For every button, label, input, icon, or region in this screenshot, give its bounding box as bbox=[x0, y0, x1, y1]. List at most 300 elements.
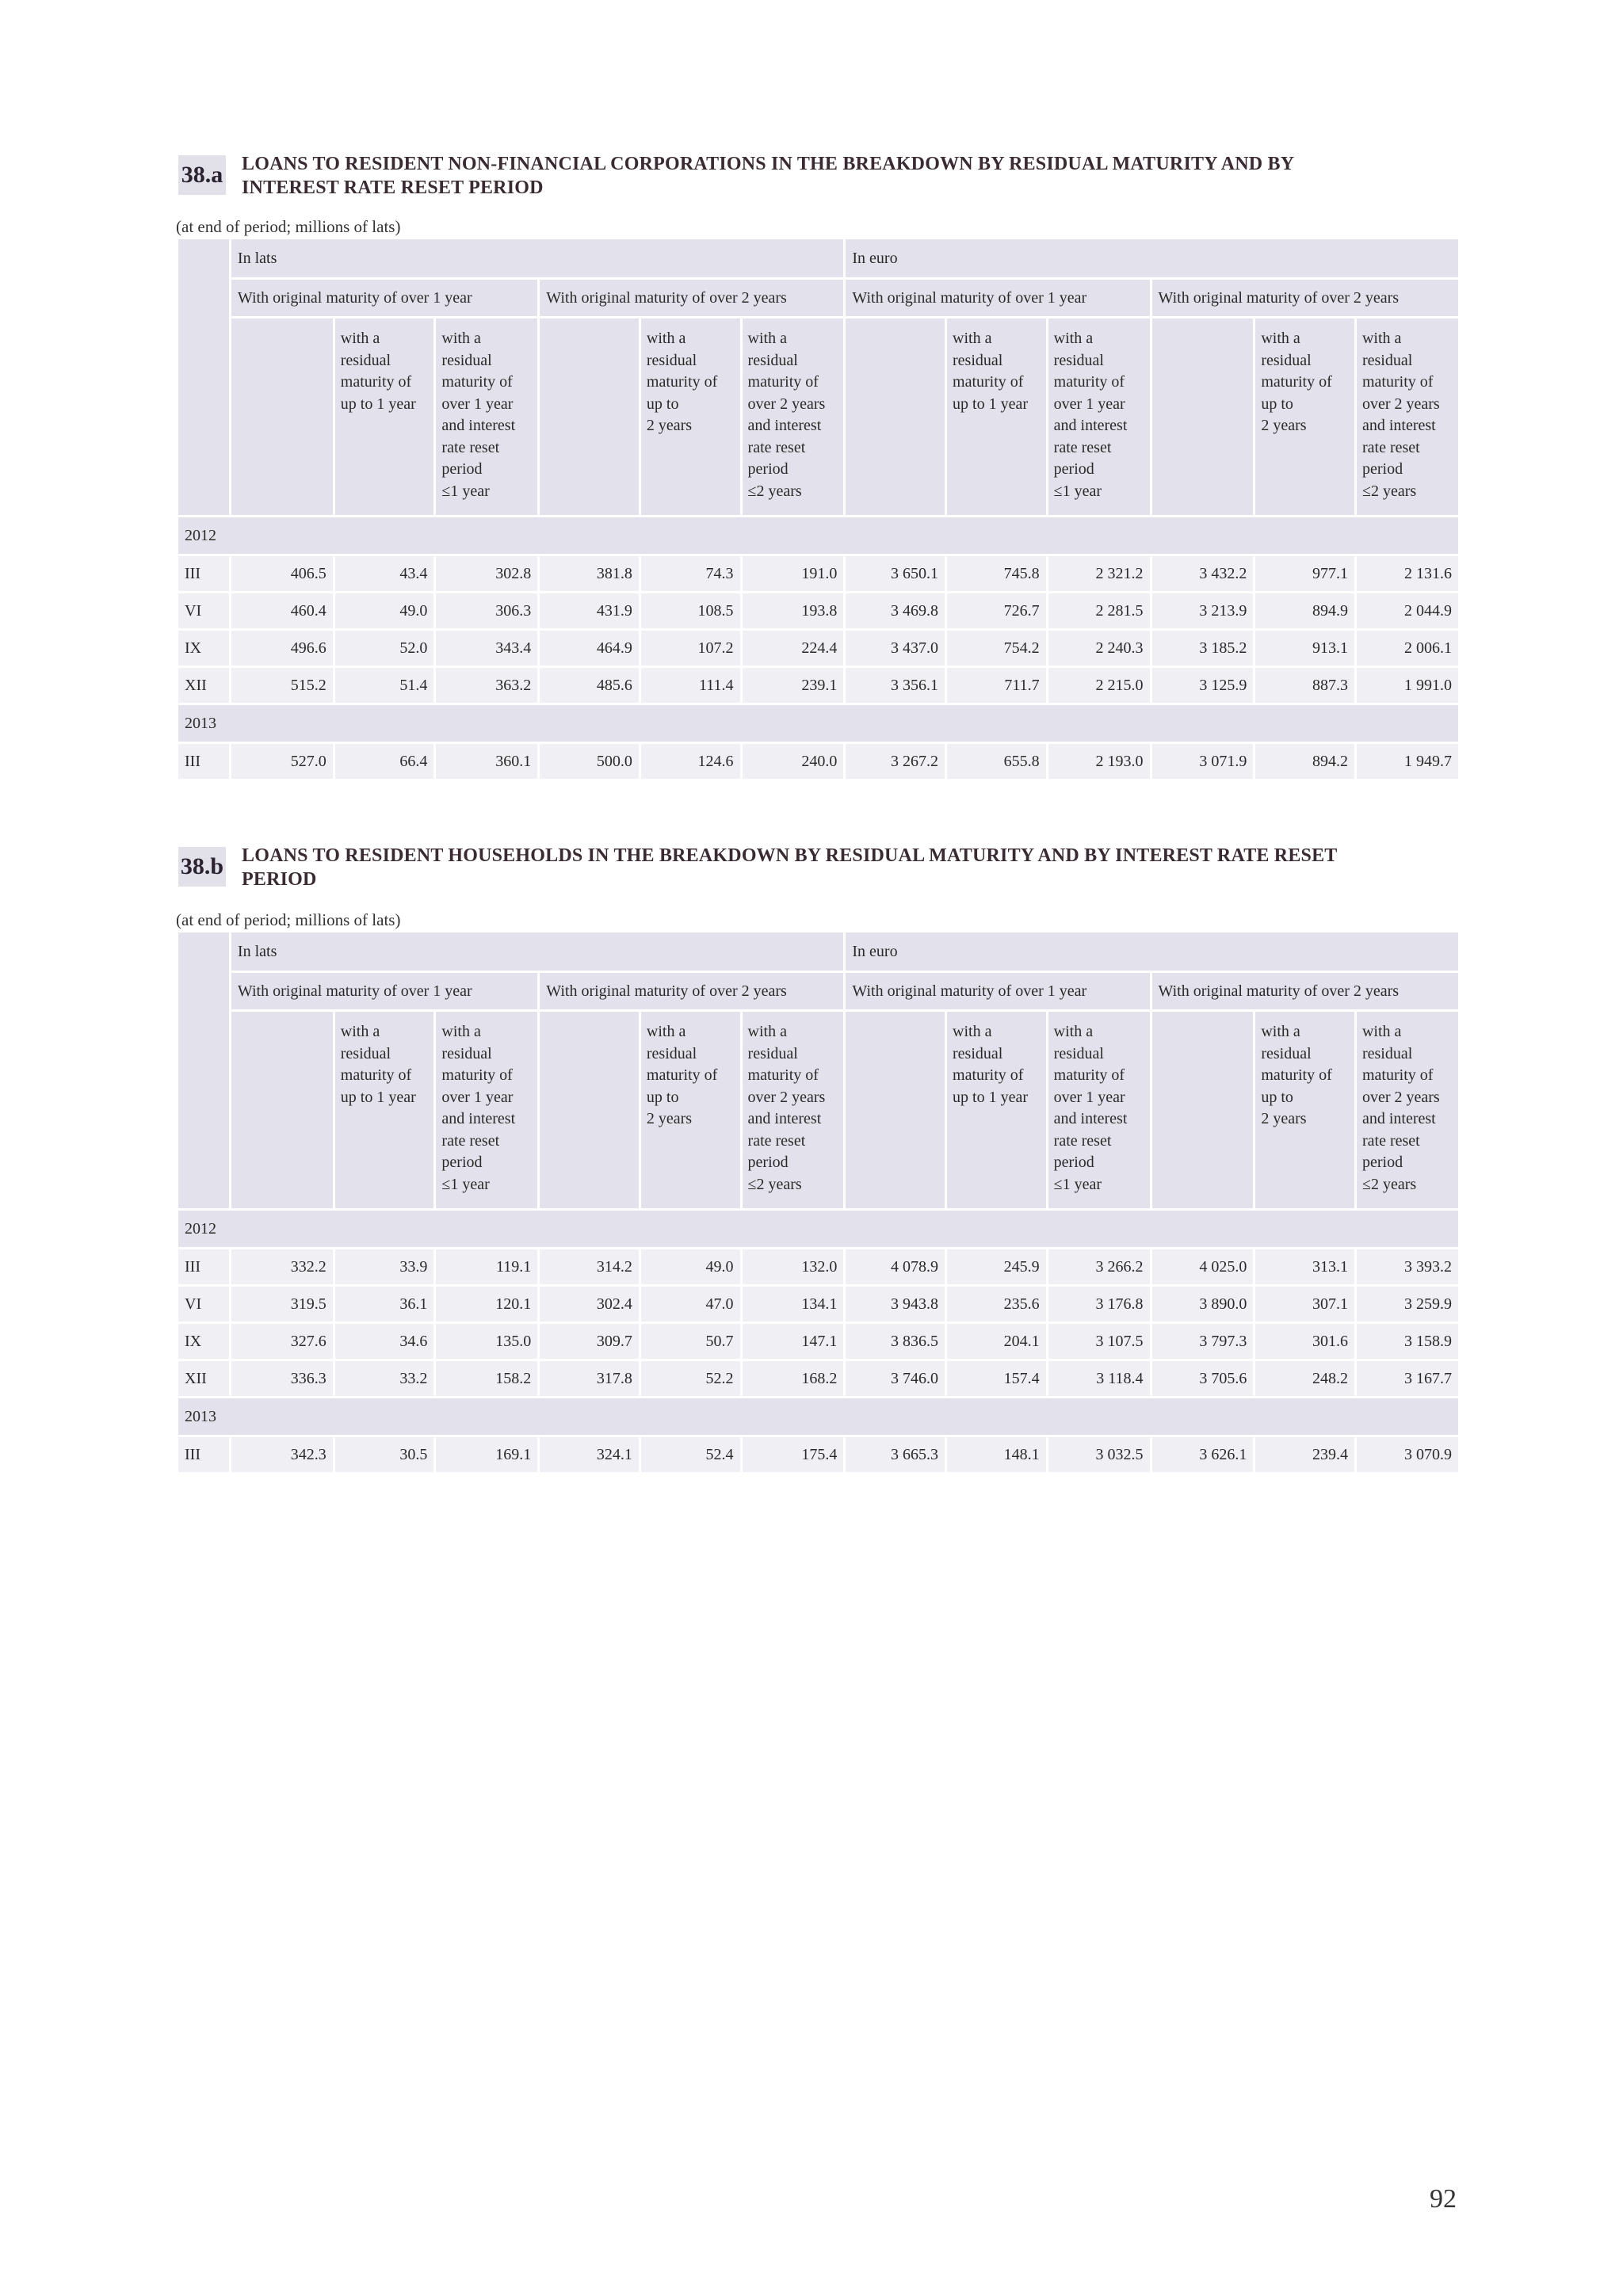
group-header: With original maturity of over 1 year bbox=[231, 973, 537, 1009]
currency-header: In euro bbox=[846, 239, 1458, 277]
value-cell: 148.1 bbox=[947, 1437, 1046, 1472]
value-cell: 2 215.0 bbox=[1048, 668, 1150, 703]
year-label: 2012 bbox=[178, 1211, 1458, 1247]
sub-header-line: up to 1 year bbox=[953, 395, 1028, 413]
sub-header-line: with a bbox=[646, 330, 686, 347]
sub-header-line: ≤1 year bbox=[441, 482, 490, 500]
value-cell: 235.6 bbox=[947, 1287, 1046, 1322]
value-cell: 894.2 bbox=[1255, 744, 1354, 779]
sub-header-line: residual bbox=[340, 1044, 391, 1062]
group-header: With original maturity of over 1 year bbox=[846, 280, 1149, 316]
sub-header bbox=[641, 1012, 740, 1208]
sub-header-line: 2 years bbox=[646, 417, 693, 434]
sub-header-line: up to 1 year bbox=[340, 395, 416, 413]
table-title bbox=[242, 844, 1446, 891]
sub-header bbox=[1255, 318, 1354, 515]
value-cell: 3 437.0 bbox=[846, 631, 945, 666]
empty-header-cell bbox=[540, 318, 639, 515]
header-row-group bbox=[178, 280, 1458, 316]
value-cell: 2 131.6 bbox=[1357, 556, 1458, 591]
table-row bbox=[178, 668, 1458, 703]
sub-header-line: period bbox=[441, 460, 483, 478]
currency-header: In lats bbox=[231, 933, 843, 971]
period-label: XII bbox=[178, 668, 229, 703]
sub-header-line: maturity of bbox=[747, 373, 819, 391]
value-cell: 302.8 bbox=[436, 556, 537, 591]
sub-header-line: up to bbox=[646, 1088, 679, 1106]
value-cell: 894.9 bbox=[1255, 593, 1354, 628]
page-number: 92 bbox=[1430, 2184, 1457, 2214]
sub-header-line: period bbox=[747, 1154, 789, 1171]
sub-header-line: with a bbox=[340, 1023, 380, 1040]
sub-header-line: maturity of bbox=[340, 373, 412, 391]
table-section-38b bbox=[178, 842, 1458, 1474]
sub-header-line: and interest bbox=[747, 1110, 822, 1127]
value-cell: 3 890.0 bbox=[1152, 1287, 1254, 1322]
group-header: With original maturity of over 2 years bbox=[540, 973, 843, 1009]
value-cell: 3 118.4 bbox=[1048, 1361, 1150, 1396]
value-cell: 157.4 bbox=[947, 1361, 1046, 1396]
table-heading bbox=[178, 842, 1458, 890]
sub-header-line: and interest bbox=[1053, 1110, 1128, 1127]
currency-header: In euro bbox=[846, 933, 1458, 971]
header-row-currency bbox=[178, 239, 1458, 277]
sub-header-line: over 2 years bbox=[1361, 1088, 1440, 1106]
sub-header-line: maturity of bbox=[646, 373, 718, 391]
table-title-line: PERIOD bbox=[242, 869, 317, 890]
period-label: III bbox=[178, 1437, 229, 1472]
sub-header-line: period bbox=[1361, 460, 1403, 478]
sub-header bbox=[1255, 1012, 1354, 1208]
period-label: III bbox=[178, 556, 229, 591]
group-header: With original maturity of over 1 year bbox=[846, 973, 1149, 1009]
sub-header-line: residual bbox=[646, 351, 697, 369]
value-cell: 2 321.2 bbox=[1048, 556, 1150, 591]
stub-cell bbox=[178, 239, 229, 515]
value-cell: 3 356.1 bbox=[846, 668, 945, 703]
table-heading bbox=[178, 151, 1458, 198]
value-cell: 1 991.0 bbox=[1357, 668, 1458, 703]
value-cell: 745.8 bbox=[947, 556, 1046, 591]
header-row-sub bbox=[178, 1012, 1458, 1208]
table-row bbox=[178, 1287, 1458, 1322]
sub-header-line: residual bbox=[1361, 351, 1413, 369]
sub-header-line: residual bbox=[953, 1044, 1003, 1062]
sub-header-line: residual bbox=[747, 1044, 798, 1062]
period-label: IX bbox=[178, 631, 229, 666]
value-cell: 239.4 bbox=[1255, 1437, 1354, 1472]
sub-header-line: maturity of bbox=[1361, 1066, 1434, 1084]
table-row bbox=[178, 631, 1458, 666]
value-cell: 3 070.9 bbox=[1357, 1437, 1458, 1472]
year-label: 2012 bbox=[178, 517, 1458, 554]
period-label: III bbox=[178, 1249, 229, 1284]
value-cell: 2 006.1 bbox=[1357, 631, 1458, 666]
value-cell: 363.2 bbox=[436, 668, 537, 703]
value-cell: 2 044.9 bbox=[1357, 593, 1458, 628]
sub-header bbox=[436, 1012, 537, 1208]
sub-header-line: maturity of bbox=[1261, 1066, 1332, 1084]
sub-header-line: over 1 year bbox=[1053, 395, 1125, 413]
sub-header bbox=[641, 318, 740, 515]
sub-header-line: up to bbox=[1261, 395, 1293, 413]
sub-header-line: ≤1 year bbox=[441, 1175, 490, 1193]
group-header: With original maturity of over 1 year bbox=[231, 280, 537, 316]
sub-header-line: and interest bbox=[1361, 1110, 1436, 1127]
value-cell: 135.0 bbox=[436, 1324, 537, 1359]
value-cell: 464.9 bbox=[540, 631, 639, 666]
sub-header-line: period bbox=[1053, 460, 1094, 478]
period-label: VI bbox=[178, 1287, 229, 1322]
value-cell: 3 665.3 bbox=[846, 1437, 945, 1472]
sub-header-line: over 2 years bbox=[747, 1088, 826, 1106]
empty-header-cell bbox=[231, 318, 333, 515]
sub-header-line: maturity of bbox=[953, 373, 1024, 391]
value-cell: 52.0 bbox=[335, 631, 434, 666]
sub-header-line: 2 years bbox=[646, 1110, 693, 1127]
sub-header-line: maturity of bbox=[1053, 373, 1125, 391]
value-cell: 406.5 bbox=[231, 556, 333, 591]
sub-header-line: with a bbox=[441, 1023, 481, 1040]
value-cell: 302.4 bbox=[540, 1287, 639, 1322]
sub-header-line: residual bbox=[1261, 1044, 1312, 1062]
sub-header-line: rate reset bbox=[441, 438, 500, 456]
value-cell: 515.2 bbox=[231, 668, 333, 703]
sub-header-line: maturity of bbox=[340, 1066, 412, 1084]
group-header: With original maturity of over 2 years bbox=[1152, 973, 1459, 1009]
value-cell: 240.0 bbox=[743, 744, 844, 779]
period-label: IX bbox=[178, 1324, 229, 1359]
value-cell: 711.7 bbox=[947, 668, 1046, 703]
sub-header-line: period bbox=[1361, 1154, 1403, 1171]
sub-header-line: ≤2 years bbox=[1361, 1175, 1417, 1193]
table-number: 38.b bbox=[178, 847, 226, 887]
sub-header-line: with a bbox=[747, 1023, 787, 1040]
sub-header-line: with a bbox=[1361, 1023, 1402, 1040]
sub-header bbox=[1357, 318, 1458, 515]
year-row bbox=[178, 1211, 1458, 1247]
value-cell: 204.1 bbox=[947, 1324, 1046, 1359]
sub-header-line: rate reset bbox=[747, 1131, 806, 1150]
value-cell: 248.2 bbox=[1255, 1361, 1354, 1396]
value-cell: 3 071.9 bbox=[1152, 744, 1254, 779]
table-section-38a bbox=[178, 151, 1458, 781]
value-cell: 107.2 bbox=[641, 631, 740, 666]
sub-header-line: with a bbox=[953, 330, 992, 347]
empty-header-cell bbox=[1152, 318, 1254, 515]
value-cell: 47.0 bbox=[641, 1287, 740, 1322]
sub-header-line: ≤2 years bbox=[747, 1175, 802, 1193]
sub-header bbox=[947, 1012, 1046, 1208]
sub-header-line: and interest bbox=[441, 1110, 516, 1127]
value-cell: 108.5 bbox=[641, 593, 740, 628]
sub-header bbox=[1048, 1012, 1150, 1208]
value-cell: 3 705.6 bbox=[1152, 1361, 1254, 1396]
value-cell: 30.5 bbox=[335, 1437, 434, 1472]
year-row bbox=[178, 705, 1458, 742]
value-cell: 317.8 bbox=[540, 1361, 639, 1396]
value-cell: 49.0 bbox=[335, 593, 434, 628]
value-cell: 191.0 bbox=[743, 556, 844, 591]
header-row-group bbox=[178, 973, 1458, 1009]
data-table-38a bbox=[178, 237, 1458, 781]
sub-header-line: over 2 years bbox=[747, 395, 826, 413]
value-cell: 313.1 bbox=[1255, 1249, 1354, 1284]
value-cell: 460.4 bbox=[231, 593, 333, 628]
value-cell: 342.3 bbox=[231, 1437, 333, 1472]
value-cell: 3 393.2 bbox=[1357, 1249, 1458, 1284]
value-cell: 3 213.9 bbox=[1152, 593, 1254, 628]
value-cell: 169.1 bbox=[436, 1437, 537, 1472]
value-cell: 2 281.5 bbox=[1048, 593, 1150, 628]
value-cell: 52.2 bbox=[641, 1361, 740, 1396]
sub-header-line: with a bbox=[747, 330, 787, 347]
sub-header bbox=[335, 1012, 434, 1208]
value-cell: 4 025.0 bbox=[1152, 1249, 1254, 1284]
sub-header-line: rate reset bbox=[1361, 438, 1420, 456]
value-cell: 3 158.9 bbox=[1357, 1324, 1458, 1359]
sub-header-line: ≤2 years bbox=[1361, 482, 1417, 500]
empty-header-cell bbox=[846, 318, 945, 515]
value-cell: 193.8 bbox=[743, 593, 844, 628]
sub-header-line: with a bbox=[1361, 330, 1402, 347]
value-cell: 124.6 bbox=[641, 744, 740, 779]
sub-header-line: 2 years bbox=[1261, 417, 1307, 434]
value-cell: 3 797.3 bbox=[1152, 1324, 1254, 1359]
value-cell: 158.2 bbox=[436, 1361, 537, 1396]
value-cell: 360.1 bbox=[436, 744, 537, 779]
value-cell: 43.4 bbox=[335, 556, 434, 591]
value-cell: 2 240.3 bbox=[1048, 631, 1150, 666]
year-label: 2013 bbox=[178, 705, 1458, 742]
value-cell: 336.3 bbox=[231, 1361, 333, 1396]
value-cell: 119.1 bbox=[436, 1249, 537, 1284]
sub-header-line: rate reset bbox=[441, 1131, 500, 1150]
value-cell: 301.6 bbox=[1255, 1324, 1354, 1359]
sub-header-line: and interest bbox=[747, 417, 822, 434]
value-cell: 3 626.1 bbox=[1152, 1437, 1254, 1472]
table-row bbox=[178, 1249, 1458, 1284]
sub-header bbox=[335, 318, 434, 515]
currency-header: In lats bbox=[231, 239, 843, 277]
sub-header-line: residual bbox=[441, 1044, 492, 1062]
value-cell: 2 193.0 bbox=[1048, 744, 1150, 779]
sub-header-line: rate reset bbox=[1053, 1131, 1112, 1150]
value-cell: 306.3 bbox=[436, 593, 537, 628]
value-cell: 33.2 bbox=[335, 1361, 434, 1396]
value-cell: 307.1 bbox=[1255, 1287, 1354, 1322]
value-cell: 34.6 bbox=[335, 1324, 434, 1359]
unit-note: (at end of period; millions of lats) bbox=[176, 217, 401, 236]
table-title-line: INTEREST RATE RESET PERIOD bbox=[242, 177, 544, 198]
sub-header-line: maturity of bbox=[1361, 373, 1434, 391]
sub-header-line: maturity of bbox=[747, 1066, 819, 1084]
sub-header-line: maturity of bbox=[441, 1066, 513, 1084]
value-cell: 977.1 bbox=[1255, 556, 1354, 591]
value-cell: 3 746.0 bbox=[846, 1361, 945, 1396]
sub-header-line: rate reset bbox=[1361, 1131, 1420, 1150]
value-cell: 3 107.5 bbox=[1048, 1324, 1150, 1359]
sub-header-line: residual bbox=[953, 351, 1003, 369]
empty-header-cell bbox=[540, 1012, 639, 1208]
table-title bbox=[242, 152, 1446, 200]
value-cell: 3 650.1 bbox=[846, 556, 945, 591]
table-number: 38.a bbox=[178, 155, 226, 195]
sub-header-line: residual bbox=[441, 351, 492, 369]
value-cell: 496.6 bbox=[231, 631, 333, 666]
sub-header-line: with a bbox=[1053, 1023, 1094, 1040]
empty-header-cell bbox=[231, 1012, 333, 1208]
sub-header-line: up to 1 year bbox=[340, 1088, 416, 1106]
table-title-line: LOANS TO RESIDENT HOUSEHOLDS IN THE BREAKDOWN BY RESIDUAL MATURITY AND BY INTEREST RATE RESET bbox=[242, 845, 1338, 866]
sub-header bbox=[1357, 1012, 1458, 1208]
value-cell: 1 949.7 bbox=[1357, 744, 1458, 779]
value-cell: 327.6 bbox=[231, 1324, 333, 1359]
sub-header-line: and interest bbox=[441, 417, 516, 434]
sub-header-line: over 1 year bbox=[1053, 1088, 1125, 1106]
sub-header bbox=[1048, 318, 1150, 515]
unit-note: (at end of period; millions of lats) bbox=[176, 910, 401, 929]
sub-header-line: and interest bbox=[1053, 417, 1128, 434]
value-cell: 147.1 bbox=[743, 1324, 844, 1359]
table-title-line: LOANS TO RESIDENT NON-FINANCIAL CORPORATIONS IN THE BREAKDOWN BY RESIDUAL MATURITY AND BY bbox=[242, 154, 1295, 174]
value-cell: 66.4 bbox=[335, 744, 434, 779]
sub-header-line: residual bbox=[1053, 351, 1104, 369]
value-cell: 3 432.2 bbox=[1152, 556, 1254, 591]
value-cell: 913.1 bbox=[1255, 631, 1354, 666]
group-header: With original maturity of over 2 years bbox=[540, 280, 843, 316]
value-cell: 36.1 bbox=[335, 1287, 434, 1322]
empty-header-cell bbox=[1152, 1012, 1254, 1208]
value-cell: 309.7 bbox=[540, 1324, 639, 1359]
sub-header bbox=[436, 318, 537, 515]
value-cell: 224.4 bbox=[743, 631, 844, 666]
value-cell: 324.1 bbox=[540, 1437, 639, 1472]
sub-header-line: ≤1 year bbox=[1053, 1175, 1102, 1193]
sub-header-line: with a bbox=[953, 1023, 992, 1040]
sub-header-line: period bbox=[1053, 1154, 1094, 1171]
value-cell: 381.8 bbox=[540, 556, 639, 591]
sub-header-line: rate reset bbox=[747, 438, 806, 456]
table-row bbox=[178, 593, 1458, 628]
sub-header-line: residual bbox=[1053, 1044, 1104, 1062]
period-label: III bbox=[178, 744, 229, 779]
value-cell: 3 259.9 bbox=[1357, 1287, 1458, 1322]
sub-header-line: residual bbox=[340, 351, 391, 369]
data-table-38b bbox=[178, 930, 1458, 1474]
value-cell: 3 125.9 bbox=[1152, 668, 1254, 703]
value-cell: 314.2 bbox=[540, 1249, 639, 1284]
value-cell: 319.5 bbox=[231, 1287, 333, 1322]
sub-header-line: residual bbox=[1361, 1044, 1413, 1062]
stats-table bbox=[176, 930, 1461, 1474]
value-cell: 52.4 bbox=[641, 1437, 740, 1472]
sub-header-line: with a bbox=[1053, 330, 1094, 347]
value-cell: 50.7 bbox=[641, 1324, 740, 1359]
sub-header-line: with a bbox=[1261, 330, 1300, 347]
value-cell: 3 469.8 bbox=[846, 593, 945, 628]
sub-header-line: period bbox=[441, 1154, 483, 1171]
sub-header-line: over 2 years bbox=[1361, 395, 1440, 413]
stats-table bbox=[176, 237, 1461, 781]
table-row bbox=[178, 556, 1458, 591]
table-row bbox=[178, 1437, 1458, 1472]
sub-header-line: residual bbox=[646, 1044, 697, 1062]
sub-header-line: maturity of bbox=[646, 1066, 718, 1084]
period-label: XII bbox=[178, 1361, 229, 1396]
empty-header-cell bbox=[846, 1012, 945, 1208]
value-cell: 754.2 bbox=[947, 631, 1046, 666]
value-cell: 120.1 bbox=[436, 1287, 537, 1322]
sub-header bbox=[743, 318, 844, 515]
value-cell: 239.1 bbox=[743, 668, 844, 703]
stub-cell bbox=[178, 933, 229, 1208]
year-label: 2013 bbox=[178, 1398, 1458, 1435]
value-cell: 132.0 bbox=[743, 1249, 844, 1284]
sub-header-line: residual bbox=[1261, 351, 1312, 369]
value-cell: 887.3 bbox=[1255, 668, 1354, 703]
value-cell: 245.9 bbox=[947, 1249, 1046, 1284]
period-label: VI bbox=[178, 593, 229, 628]
sub-header-line: rate reset bbox=[1053, 438, 1112, 456]
sub-header-line: with a bbox=[441, 330, 481, 347]
value-cell: 4 078.9 bbox=[846, 1249, 945, 1284]
table-row bbox=[178, 1361, 1458, 1396]
sub-header-line: period bbox=[747, 460, 789, 478]
value-cell: 3 943.8 bbox=[846, 1287, 945, 1322]
sub-header-line: maturity of bbox=[441, 373, 513, 391]
value-cell: 51.4 bbox=[335, 668, 434, 703]
value-cell: 3 176.8 bbox=[1048, 1287, 1150, 1322]
sub-header-line: maturity of bbox=[1053, 1066, 1125, 1084]
sub-header-line: up to bbox=[646, 395, 679, 413]
sub-header bbox=[947, 318, 1046, 515]
value-cell: 655.8 bbox=[947, 744, 1046, 779]
value-cell: 74.3 bbox=[641, 556, 740, 591]
year-row bbox=[178, 1398, 1458, 1435]
value-cell: 726.7 bbox=[947, 593, 1046, 628]
value-cell: 49.0 bbox=[641, 1249, 740, 1284]
value-cell: 3 032.5 bbox=[1048, 1437, 1150, 1472]
value-cell: 33.9 bbox=[335, 1249, 434, 1284]
sub-header-line: ≤2 years bbox=[747, 482, 802, 500]
sub-header-line: with a bbox=[340, 330, 380, 347]
value-cell: 431.9 bbox=[540, 593, 639, 628]
value-cell: 527.0 bbox=[231, 744, 333, 779]
sub-header-line: maturity of bbox=[1261, 373, 1332, 391]
table-row bbox=[178, 744, 1458, 779]
sub-header bbox=[743, 1012, 844, 1208]
sub-header-line: ≤1 year bbox=[1053, 482, 1102, 500]
header-row-currency bbox=[178, 933, 1458, 971]
value-cell: 332.2 bbox=[231, 1249, 333, 1284]
sub-header-line: up to bbox=[1261, 1088, 1293, 1106]
sub-header-line: 2 years bbox=[1261, 1110, 1307, 1127]
table-row bbox=[178, 1324, 1458, 1359]
value-cell: 3 267.2 bbox=[846, 744, 945, 779]
sub-header-line: with a bbox=[1261, 1023, 1300, 1040]
value-cell: 168.2 bbox=[743, 1361, 844, 1396]
value-cell: 3 167.7 bbox=[1357, 1361, 1458, 1396]
value-cell: 134.1 bbox=[743, 1287, 844, 1322]
value-cell: 3 266.2 bbox=[1048, 1249, 1150, 1284]
year-row bbox=[178, 517, 1458, 554]
sub-header-line: maturity of bbox=[953, 1066, 1024, 1084]
value-cell: 3 836.5 bbox=[846, 1324, 945, 1359]
value-cell: 343.4 bbox=[436, 631, 537, 666]
sub-header-line: residual bbox=[747, 351, 798, 369]
sub-header-line: over 1 year bbox=[441, 395, 514, 413]
